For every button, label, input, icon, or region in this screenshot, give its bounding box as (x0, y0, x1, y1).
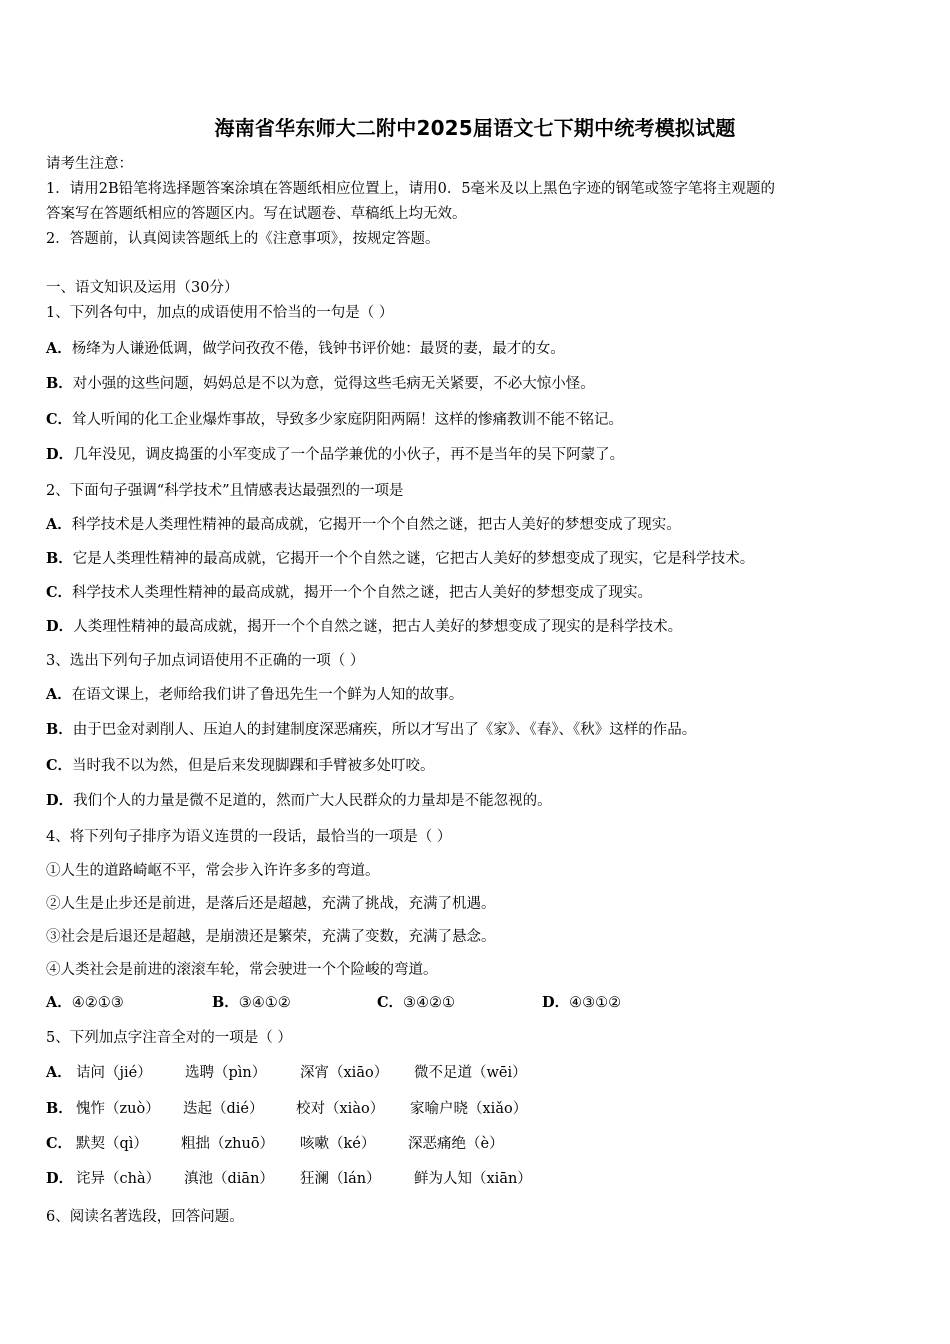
option-label: A． (46, 516, 72, 533)
question-4-sentence-4: ④人类社会是前进的滚滚车轮，常会驶进一个个险峻的弯道。 (46, 962, 438, 978)
question-4-option-b (212, 991, 291, 1012)
section-heading: 一、语文知识及运用（30分） (46, 280, 239, 296)
question-5-option-c-item-3: 咳嗽（ké） (300, 1136, 376, 1152)
option-label: A． (46, 340, 72, 357)
question-5-option-a-label: A． (46, 1064, 72, 1081)
question-4-stem: 4、将下列句子排序为语义连贯的一段话，最恰当的一项是（ ） (46, 829, 452, 845)
option-text: 它是人类理性精神的最高成就，它揭开一个个自然之谜，它把古人美好的梦想变成了现实，它是科学技术。 (72, 551, 755, 567)
question-1-option-d (46, 443, 624, 464)
question-4-option-c (377, 991, 455, 1012)
question-2-option-d (46, 615, 682, 636)
question-1-option-a (46, 337, 565, 358)
question-4-sentence-2: ②人生是止步还是前进，是落后还是超越，充满了挑战，充满了机遇。 (46, 896, 496, 912)
option-label: A． (46, 994, 72, 1011)
option-label: C． (46, 584, 73, 601)
question-1-option-c (46, 408, 623, 429)
option-label: C． (46, 411, 73, 428)
option-text: ④②①③ (71, 995, 124, 1011)
notice-item-1-cont: 答案写在答题纸相应的答题区内。写在试题卷、草稿纸上均无效。 (46, 206, 467, 222)
question-5-option-a-item-1: 诘问（jié） (76, 1065, 152, 1081)
option-text: 在语文课上，老师给我们讲了鲁迅先生一个鲜为人知的故事。 (71, 687, 464, 703)
option-label: D． (46, 446, 74, 463)
question-1-option-b (46, 372, 595, 393)
question-5-option-a-item-2: 选聘（pìn） (185, 1065, 267, 1081)
option-label: A． (46, 686, 72, 703)
option-text: 几年没见，调皮捣蛋的小军变成了一个品学兼优的小伙子，再不是当年的吴下阿蒙了。 (73, 447, 625, 463)
question-3-option-d (46, 789, 552, 810)
option-text: ③④①② (238, 995, 291, 1011)
question-5-option-c-item-4: 深恶痛绝（è） (408, 1136, 504, 1152)
question-5-option-c-label: C． (46, 1135, 73, 1152)
option-text: 由于巴金对剥削人、压迫人的封建制度深恶痛疾，所以才写出了《家》、《春》、《秋》这样的作品。 (72, 722, 697, 738)
question-5-option-a-item-4: 微不足道（wēi） (414, 1065, 527, 1081)
question-5-option-d-label: D． (46, 1170, 74, 1187)
option-text: 耸人听闻的化工企业爆炸事故，导致多少家庭阴阳两隔！这样的惨痛教训不能不铭记。 (72, 412, 624, 428)
option-text: ③④②① (403, 995, 456, 1011)
notice-heading: 请考生注意： (46, 156, 133, 172)
option-text: 当时我不以为然，但是后来发现脚踝和手臂被多处叮咬。 (72, 758, 435, 774)
notice-item-2: 2．答题前，认真阅读答题纸上的《注意事项》，按规定答题。 (46, 231, 440, 247)
question-4-option-a (46, 991, 124, 1012)
question-2-option-a (46, 513, 681, 534)
question-3-option-b (46, 718, 696, 739)
option-label: C． (377, 994, 404, 1011)
question-5-option-d-item-2: 滇池（diān） (184, 1171, 274, 1187)
option-text: 我们个人的力量是微不足道的，然而广大人民群众的力量却是不能忽视的。 (73, 793, 552, 809)
question-5-option-b-item-2: 迭起（dié） (183, 1101, 264, 1117)
question-5-option-c-item-1: 默契（qì） (76, 1136, 148, 1152)
question-5-option-b-item-4: 家喻户晓（xiǎo） (410, 1101, 528, 1117)
option-label: B． (46, 375, 73, 392)
question-1-stem: 1、下列各句中，加点的成语使用不恰当的一句是（ ） (46, 305, 394, 321)
question-5-option-d-item-3: 狂澜（lán） (300, 1171, 381, 1187)
option-label: D． (542, 994, 570, 1011)
question-3-option-a (46, 683, 463, 704)
option-text: 人类理性精神的最高成就，揭开一个个自然之谜，把古人美好的梦想变成了现实的是科学技术。 (73, 619, 683, 635)
option-label: D． (46, 792, 74, 809)
page-title: 海南省华东师大二附中2025届语文七下期中统考模拟试题 (214, 116, 736, 140)
option-text: 杨绛为人谦逊低调，做学问孜孜不倦，钱钟书评价她：最贤的妻，最才的女。 (71, 341, 565, 357)
question-5-stem: 5、下列加点字注音全对的一项是（ ） (46, 1030, 292, 1046)
question-4-sentence-1: ①人生的道路崎岖不平，常会步入许许多多的弯道。 (46, 863, 380, 879)
question-2-option-b (46, 547, 754, 568)
question-5-option-d-item-1: 诧异（chà） (76, 1171, 161, 1187)
question-5-option-a-item-3: 深宵（xiāo） (300, 1065, 389, 1081)
question-5-option-b-label: B． (46, 1100, 73, 1117)
option-label: D． (46, 618, 74, 635)
question-3-stem: 3、选出下列句子加点词语使用不正确的一项（ ） (46, 653, 365, 669)
question-4-option-d (542, 991, 621, 1012)
question-5-option-d-item-4: 鲜为人知（xiān） (414, 1171, 532, 1187)
question-2-stem: 2、下面句子强调“科学技术”且情感表达最强烈的一项是 (46, 483, 404, 499)
question-3-option-c (46, 754, 435, 775)
option-label: B． (212, 994, 239, 1011)
option-text: 科学技术人类理性精神的最高成就，揭开一个个自然之谜，把古人美好的梦想变成了现实。 (72, 585, 653, 601)
option-text: 科学技术是人类理性精神的最高成就，它揭开一个个自然之谜，把古人美好的梦想变成了现实。 (71, 517, 681, 533)
option-label: B． (46, 550, 73, 567)
question-5-option-c-item-2: 粗拙（zhuō） (181, 1136, 275, 1152)
question-4-sentence-3: ③社会是后退还是超越，是崩溃还是繁荣，充满了变数，充满了悬念。 (46, 929, 496, 945)
question-6-stem: 6、阅读名著选段，回答问题。 (46, 1209, 244, 1225)
question-2-option-c (46, 581, 652, 602)
notice-item-1: 1．请用2B铅笔将选择题答案涂填在答题纸相应位置上，请用0．5毫米及以上黑色字迹的钢笔或签字笔将主观题的 (46, 181, 776, 197)
question-5-option-b-item-1: 愧怍（zuò） (76, 1101, 160, 1117)
option-label: B． (46, 721, 73, 738)
question-5-option-b-item-3: 校对（xiào） (296, 1101, 385, 1117)
option-label: C． (46, 757, 73, 774)
option-text: ④③①② (569, 995, 622, 1011)
option-text: 对小强的这些问题，妈妈总是不以为意，觉得这些毛病无关紧要，不必大惊小怪。 (72, 376, 595, 392)
